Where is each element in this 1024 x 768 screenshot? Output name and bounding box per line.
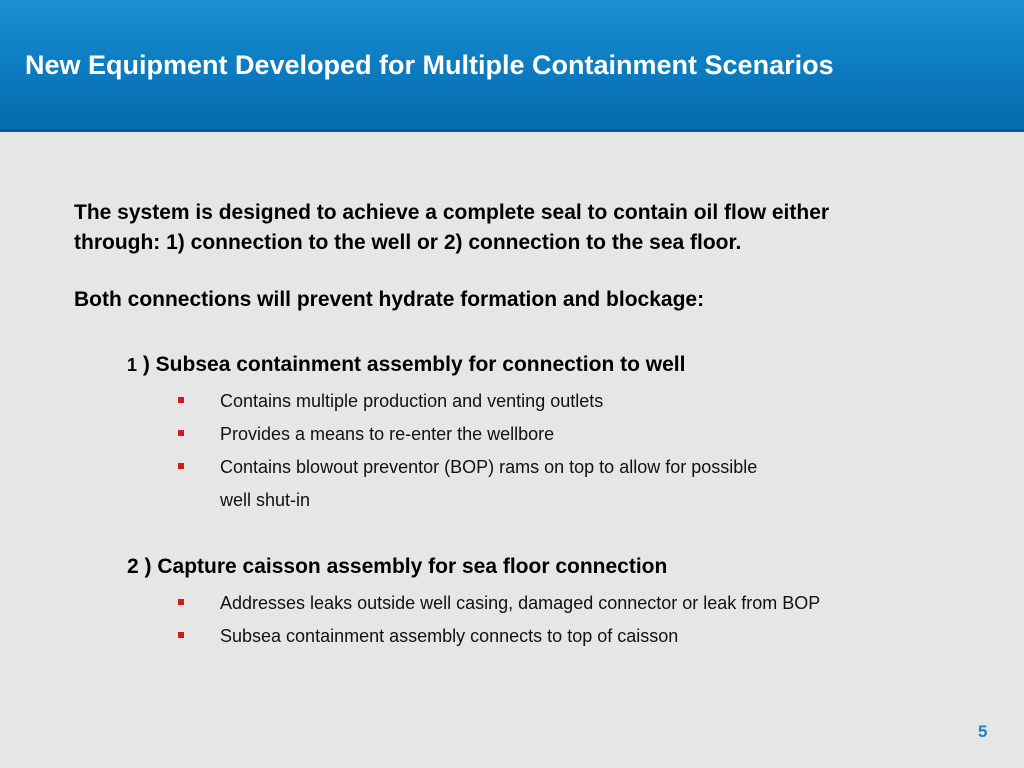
- bullet-square-icon: [178, 599, 184, 605]
- slide-header: [0, 0, 1024, 132]
- slide-title: New Equipment Developed for Multiple Containment Scenarios: [25, 50, 834, 80]
- bullet-square-icon: [178, 632, 184, 638]
- intro-line-1: The system is designed to achieve a complete seal to contain oil flow either: [74, 201, 830, 224]
- intro-paragraph: [74, 198, 829, 258]
- page-number: 5: [978, 722, 988, 741]
- bullet-square-icon: [178, 463, 184, 469]
- section-heading-2: [127, 555, 667, 579]
- bullet-text: Provides a means to re-enter the wellbore: [220, 424, 555, 444]
- bullet-text: Contains blowout preventor (BOP) rams on top to allow for possible: [220, 457, 758, 477]
- intro-line-2: through: 1) connection to the well or 2) connection to the sea floor.: [74, 231, 742, 254]
- bullet-text-continuation: well shut-in: [220, 490, 311, 510]
- connections-paragraph: Both connections will prevent hydrate formation and blockage:: [74, 288, 705, 311]
- bullet-text: Subsea containment assembly connects to top of caisson: [220, 626, 679, 646]
- bullet-text: Contains multiple production and venting outlets: [220, 391, 604, 411]
- section-heading-text-1: ) Subsea containment assembly for connection to well: [137, 353, 686, 376]
- bullet-square-icon: [178, 397, 184, 403]
- section-heading-1: [127, 353, 685, 377]
- bullet-square-icon: [178, 430, 184, 436]
- bullet-text: Addresses leaks outside well casing, damaged connector or leak from BOP: [220, 593, 821, 613]
- section-number-1: 1: [127, 355, 138, 375]
- section-heading-text-2: ) Capture caisson assembly for sea floor connection: [138, 555, 668, 578]
- section-number-2: 2: [127, 555, 139, 578]
